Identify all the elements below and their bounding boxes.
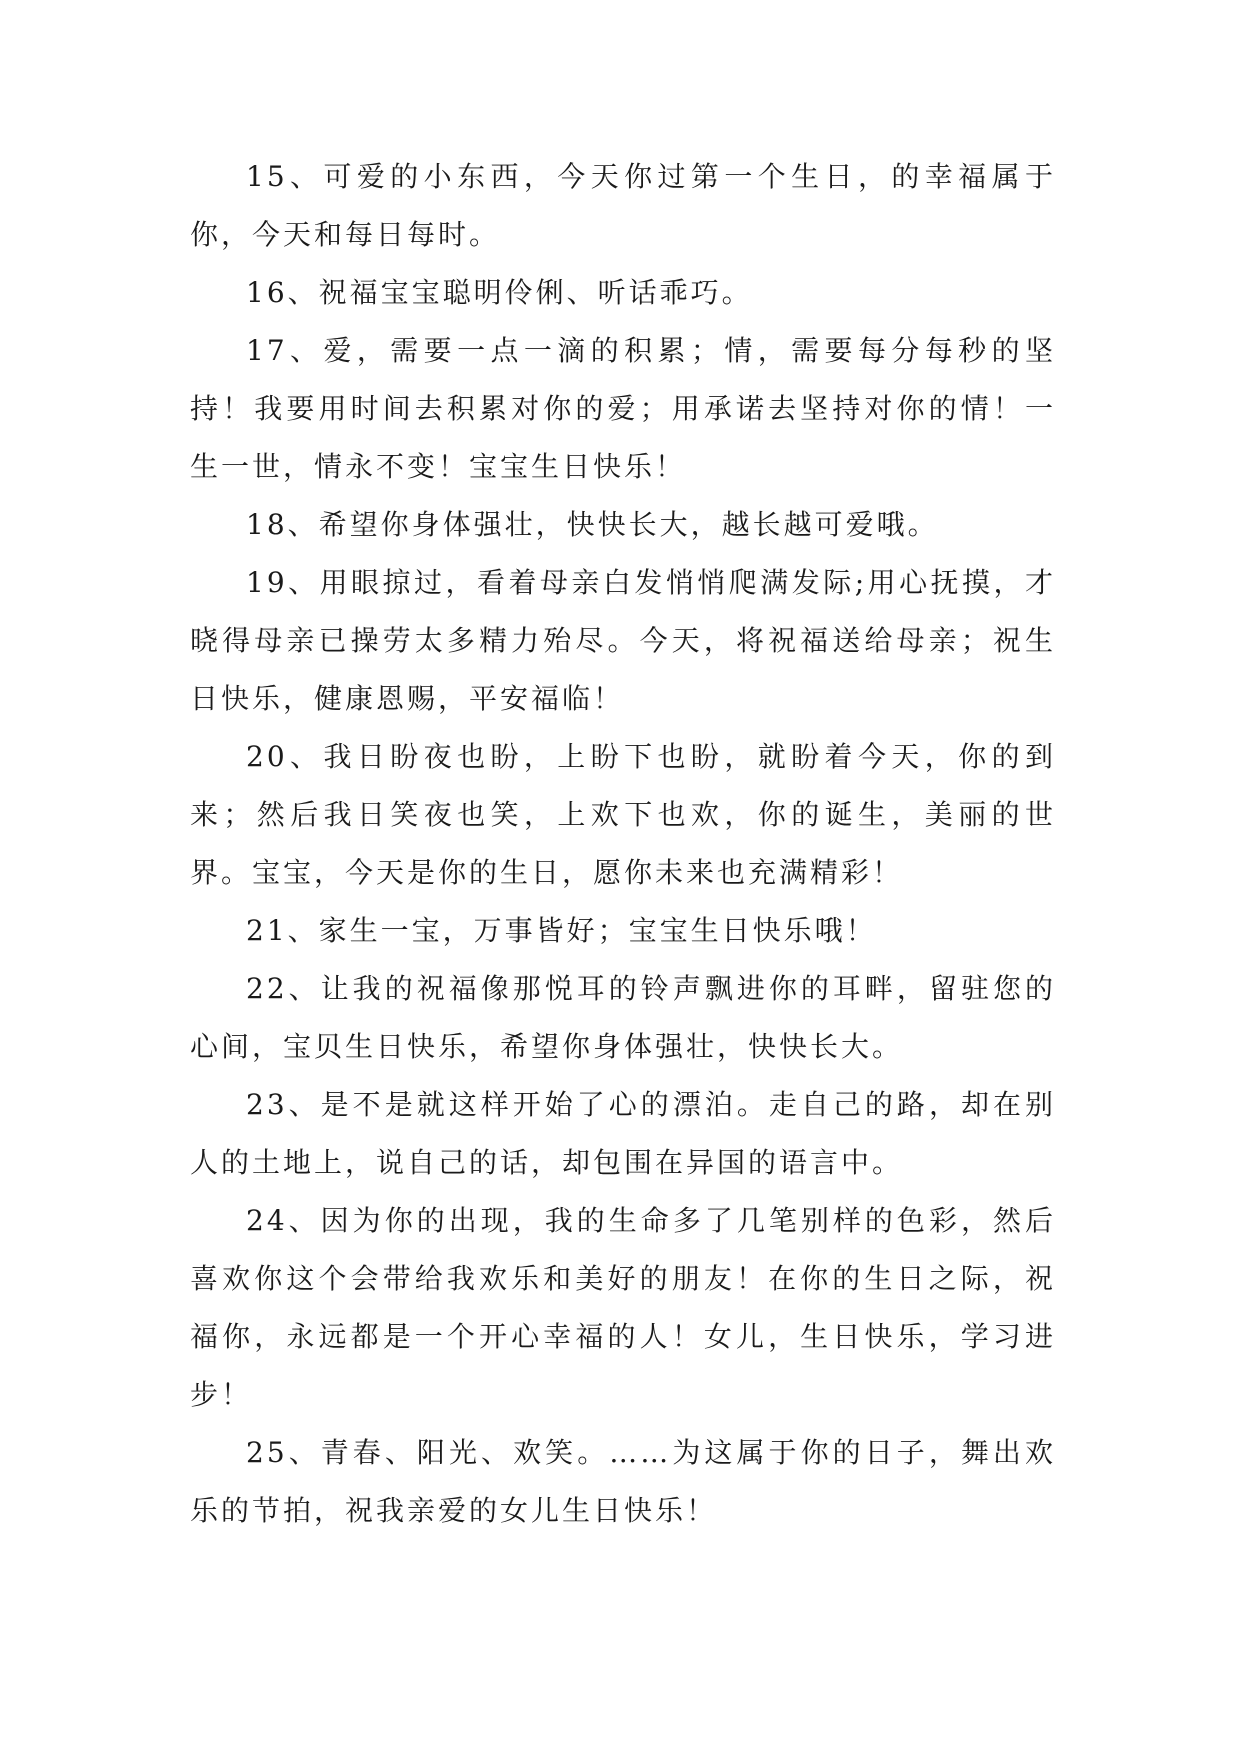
paragraph-18: 18、希望你身体强壮，快快长大，越长越可爱哦。 bbox=[246, 508, 939, 541]
document-body bbox=[190, 148, 1056, 1540]
paragraph-22: 22、让我的祝福像那悦耳的铃声飘进你的耳畔，留驻您的心间，宝贝生日快乐，希望你身体强壮，快快长大。 bbox=[190, 972, 1056, 1063]
paragraph-17: 17、爱，需要一点一滴的积累；情，需要每分每秒的坚持！我要用时间去积累对你的爱；用承诺去坚持对你的情！一生一世，情永不变！宝宝生日快乐！ bbox=[190, 334, 1056, 483]
paragraph-23: 23、是不是就这样开始了心的漂泊。走自己的路，却在别人的土地上，说自己的话，却包围在异国的语言中。 bbox=[190, 1088, 1056, 1179]
paragraph-20: 20、我日盼夜也盼，上盼下也盼，就盼着今天，你的到来；然后我日笑夜也笑，上欢下也欢，你的诞生，美丽的世界。宝宝，今天是你的生日，愿你未来也充满精彩！ bbox=[190, 740, 1056, 889]
paragraph-21: 21、家生一宝，万事皆好；宝宝生日快乐哦！ bbox=[246, 914, 877, 947]
paragraph-19: 19、用眼掠过，看着母亲白发悄悄爬满发际;用心抚摸，才晓得母亲已操劳太多精力殆尽。今天，将祝福送给母亲；祝生日快乐，健康恩赐，平安福临！ bbox=[190, 566, 1056, 715]
paragraph-24: 24、因为你的出现，我的生命多了几笔别样的色彩，然后喜欢你这个会带给我欢乐和美好的朋友！在你的生日之际，祝福你，永远都是一个开心幸福的人！女儿，生日快乐，学习进步！ bbox=[190, 1204, 1056, 1411]
paragraph-25: 25、青春、阳光、欢笑。……为这属于你的日子，舞出欢乐的节拍，祝我亲爱的女儿生日快乐！ bbox=[190, 1436, 1056, 1527]
paragraph-15: 15、可爱的小东西，今天你过第一个生日，的幸福属于你，今天和每日每时。 bbox=[190, 160, 1056, 251]
paragraph-16: 16、祝福宝宝聪明伶俐、听话乖巧。 bbox=[246, 276, 753, 309]
